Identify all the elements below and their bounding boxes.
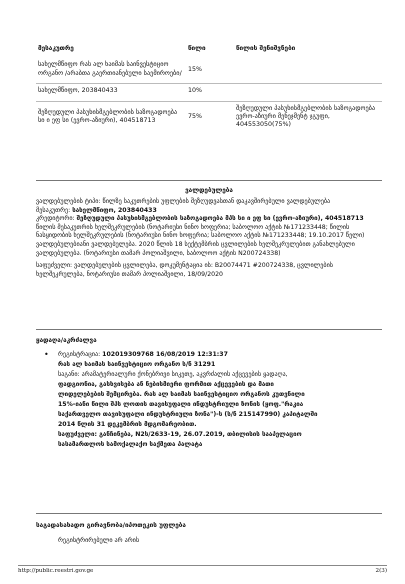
mortgage-text-line: ფადგიონია, გასხვისება ან ნებისმიერი ფორმით აქცევების და მათი [58, 381, 274, 388]
bullet-icon: • [44, 350, 49, 359]
section-divider [36, 180, 382, 181]
notes-cell [234, 84, 382, 101]
encumbrance-type [36, 198, 382, 207]
share-cell: 10% [186, 84, 234, 101]
notes-cell: შეზღუდული პასუხისმგებლობის საზოგადოება ევრო-აზიური მენეჯმენტ ჯგუფი, 404553050(75%) [236, 104, 376, 129]
mortgage-block [36, 350, 382, 450]
page-number: 2(3) [375, 568, 387, 574]
encumbrance-block [36, 198, 382, 279]
tax-lien-value: რეგისტრირებული არ არის [58, 537, 140, 544]
registration-label: რეგისტრაცია: [58, 351, 101, 358]
basis-label: საფუძველი: [36, 262, 73, 270]
owner-cell: სახელმწიფო, 203840433 [36, 84, 186, 101]
creditor-value: შეზღუდული პასუხისმგებლობის საზოგადოება მპს სი ი ეფ სი (ევრო-აზიური), 404518713 [76, 215, 364, 223]
owner-label: მესაკუთრე: [36, 206, 71, 214]
table-row [36, 101, 382, 135]
owner-cell: შეზღუდული პასუხისმგებლობის საზოგადოება სი ი ეფ სი (ევრო-აზიური), 404518713 [38, 108, 178, 125]
header-owner: მესაკუთრე [38, 44, 74, 52]
mortgage-text-line: 2014 წლის 31 დეკემბრის მდგომარეობით. [58, 421, 197, 428]
notes-cell [234, 58, 382, 83]
owners-table [36, 44, 382, 135]
header-share-notes: წილის შენიშვნები [236, 44, 296, 52]
mortgage-basis-line: სასამართლოს სამოქალაქო საქმეთა პალატა [58, 441, 203, 448]
section-divider [36, 329, 382, 330]
owner-value: სახელმწიფო, 203840433 [72, 206, 157, 214]
basis-value: ვალდებულების ცვლილება, დოკუმენტაცია ის: B20074471 #200724338, ცვლილების ხელშეკრულება, ნოტარიუსი თამარ პოლიაშვილი, 18/09/2020 [36, 262, 334, 278]
mortgage-text-line: საგანი: არამატერიალური ქონებრივი სიკეთე, აკვრძალის აქცევების ყადაღა, [58, 371, 288, 378]
mortgage-text-line: საქართველო თავისუფალი ინდუსტრიული ზონა")-ს (ს/ნ 215147990) კაპიტალში [58, 411, 318, 418]
table-row [36, 84, 382, 101]
owner-cell: სახელმწიფო რას ალ ხაიმას საინვესტიციო ორგანო /არაბთა გაერთიანებული საემიროები/ [36, 58, 186, 83]
list-item [36, 350, 382, 360]
encumbrance-description: წილის მესაკუთრის ხელშეკრულების (ნოტარიუსი ნინო ხოფერია; საბოლოო აქტის №171233448; წილის ნასყიდობის ხელშეკრულების (ნოტარიუსი ნინო ხოფერია; საბოლოო აქტის №171233448; 19.10.2017 წელი) ვალდებულებიანი ვალდებულება. 2020 წლის 18 სექტემბრის ცვლილების ხელშეკრულებით განახლებული ვალდებულება. (ნოტარიუსი თამარ პოლიაშვილი, საბოლოო აქტის N200724338) [36, 223, 365, 257]
mortgage-text-line: 15%-იანი წილი შპს ლოთის თავისუფალი ინდუსტრიული ზონის (ყოფ."რაკია [58, 401, 304, 408]
mortgage-subject: რას ალ ხაიმას საინვესტიციო ორგანო ს/ნ 31291 [58, 361, 216, 368]
page-footer [18, 565, 387, 574]
mortgage-text-line: ლიდელებების შემცირება. რას ალ ხაიმას საინვესტიციო ორგანოს კუთვნილი [58, 391, 305, 398]
mortgage-title: ყადაღა/აკრძალვა [36, 336, 97, 344]
encumbrance-basis [36, 262, 382, 279]
encumbrance-owner [36, 207, 382, 216]
header-share: წილი [188, 44, 206, 52]
creditor-label: კრედიტორი: [36, 215, 75, 223]
tax-lien-title: საგადასახადო გირავნობა/იპოთეკის უფლება [36, 521, 186, 529]
share-cell: 15% [186, 58, 234, 83]
type-value: წილზე საკუთრების უფლების შეზღუდვასთან დაკავშირებული ვალდებულება [102, 198, 331, 205]
section-divider [36, 513, 382, 514]
share-cell: 75% [188, 113, 202, 121]
owners-table-header [36, 44, 382, 58]
mortgage-basis-line: საფუძველი: განჩინება, N2ს/2633-19, 26.07.2019, თბილისის სააპელაციო [58, 431, 302, 438]
encumbrance-title: ვალდებულება [185, 186, 233, 194]
encumbrance-creditor [36, 215, 382, 224]
table-row [36, 58, 382, 83]
registration-value: 102019309768 16/08/2019 12:31:37 [102, 351, 228, 358]
footer-url: http://public.reestri.gov.ge [18, 568, 94, 574]
type-label: ვალდებულების ტიპი: [36, 198, 101, 205]
